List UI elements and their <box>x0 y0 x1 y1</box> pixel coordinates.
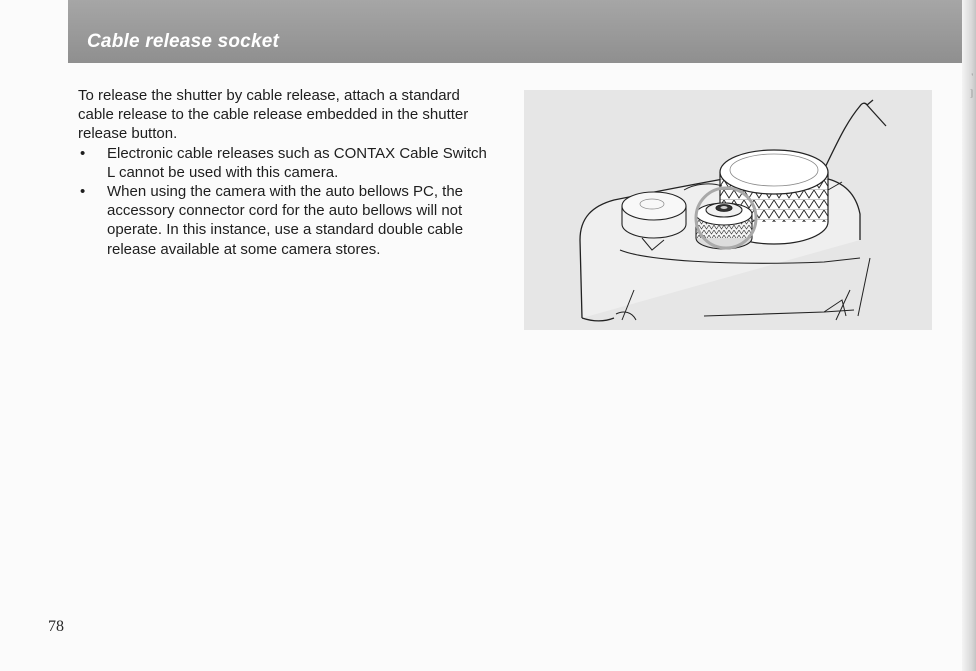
camera-top-drawing <box>524 90 932 330</box>
note-item <box>78 144 488 182</box>
note-item <box>78 182 488 259</box>
page-number: 78 <box>48 618 64 635</box>
bullet-icon: • <box>80 144 86 162</box>
page-edge-shadow: ' ] <box>962 0 976 671</box>
instruction-text <box>78 86 488 259</box>
notes-list <box>78 144 488 259</box>
note-text: Electronic cable releases such as CONTAX Cable Switch L cannot be used with this camera. <box>107 144 487 181</box>
intro-paragraph: To release the shutter by cable release, attach a standard cable release to the cable release embedded in the shutter release button. <box>78 87 469 143</box>
section-header-band <box>68 0 962 63</box>
bullet-icon: • <box>80 183 86 201</box>
camera-illustration <box>524 90 932 330</box>
note-text: When using the camera with the auto bellows PC, the accessory connector cord for the auto bellows will not operate. In this instance, use a standard double cable release available at some camera stores. <box>107 183 464 258</box>
section-title: Cable release socket <box>87 31 280 52</box>
